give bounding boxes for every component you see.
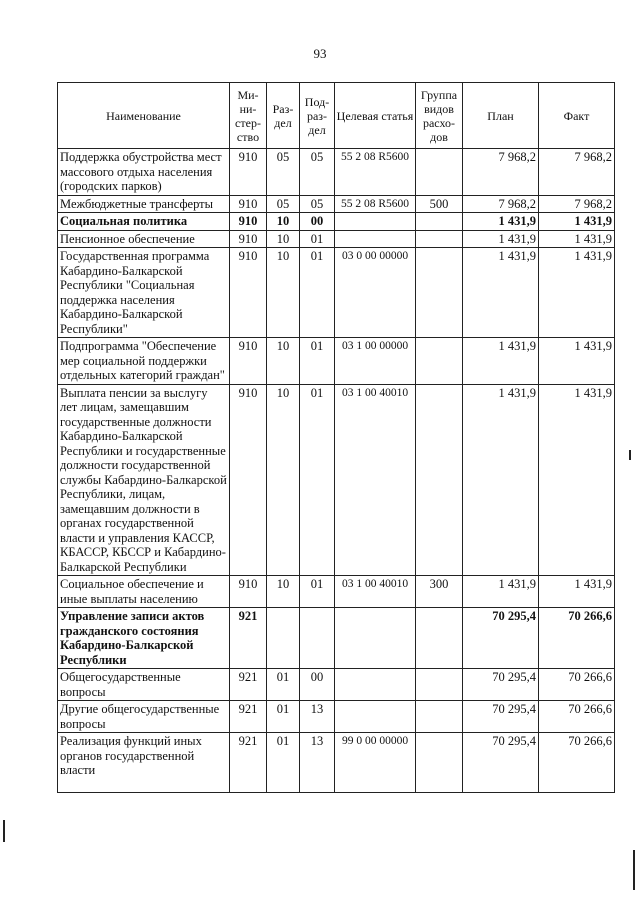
cell-name: Подпрограмма "Обеспечение мер социальной поддержки отдельных категорий граждан" <box>58 338 230 385</box>
cell-group <box>416 338 463 385</box>
cell-ministry: 921 <box>230 701 267 733</box>
cell-section: 10 <box>267 576 300 608</box>
cell-subsection: 13 <box>300 733 335 793</box>
cell-group <box>416 608 463 669</box>
scan-edge-mark-right-bottom <box>633 850 635 890</box>
cell-group <box>416 733 463 793</box>
cell-ministry: 910 <box>230 384 267 576</box>
cell-name: Общегосударственные вопросы <box>58 669 230 701</box>
cell-subsection: 01 <box>300 576 335 608</box>
table-row <box>58 733 615 793</box>
table-body <box>58 149 615 793</box>
header-ministry: Ми-ни-стер-ство <box>230 83 267 149</box>
table-row <box>58 338 615 385</box>
cell-group: 300 <box>416 576 463 608</box>
cell-section: 05 <box>267 149 300 196</box>
cell-section: 10 <box>267 230 300 248</box>
cell-group <box>416 384 463 576</box>
cell-section: 10 <box>267 338 300 385</box>
cell-subsection: 01 <box>300 248 335 338</box>
cell-plan: 70 295,4 <box>463 733 539 793</box>
cell-fact: 70 266,6 <box>539 608 615 669</box>
cell-subsection: 00 <box>300 669 335 701</box>
cell-group <box>416 149 463 196</box>
cell-group <box>416 701 463 733</box>
cell-subsection: 01 <box>300 384 335 576</box>
cell-plan: 7 968,2 <box>463 195 539 213</box>
cell-ministry: 910 <box>230 248 267 338</box>
cell-section: 10 <box>267 248 300 338</box>
table-row <box>58 195 615 213</box>
cell-ministry: 921 <box>230 608 267 669</box>
cell-name: Социальное обеспечение и иные выплаты населению <box>58 576 230 608</box>
cell-subsection <box>300 608 335 669</box>
cell-fact: 70 266,6 <box>539 701 615 733</box>
cell-section: 05 <box>267 195 300 213</box>
cell-name: Поддержка обустройства мест массового отдыха населения (городских парков) <box>58 149 230 196</box>
cell-fact: 1 431,9 <box>539 213 615 231</box>
cell-fact: 70 266,6 <box>539 733 615 793</box>
cell-target <box>335 608 416 669</box>
cell-name: Выплата пенсии за выслугу лет лицам, замещавшим государственные должности Кабардино-Балкарской Республики и государственные должности государственной службы Кабардино-Балкарской Республики, лицам, замещавшим должности в органах государственной власти и управления КАССР, КБАССР, КБССР и Кабардино-Балкарской Республики <box>58 384 230 576</box>
cell-subsection: 13 <box>300 701 335 733</box>
cell-group: 500 <box>416 195 463 213</box>
cell-section <box>267 608 300 669</box>
scan-edge-mark-left <box>3 820 5 842</box>
cell-group <box>416 213 463 231</box>
cell-target: 03 0 00 00000 <box>335 248 416 338</box>
cell-fact: 1 431,9 <box>539 384 615 576</box>
table-row <box>58 669 615 701</box>
cell-section: 01 <box>267 733 300 793</box>
cell-plan: 1 431,9 <box>463 576 539 608</box>
cell-group <box>416 230 463 248</box>
table-header-row <box>58 83 615 149</box>
cell-target <box>335 701 416 733</box>
cell-section: 01 <box>267 669 300 701</box>
header-section: Раз-дел <box>267 83 300 149</box>
cell-plan: 1 431,9 <box>463 230 539 248</box>
cell-target: 03 1 00 40010 <box>335 576 416 608</box>
cell-fact: 7 968,2 <box>539 149 615 196</box>
page-number: 93 <box>313 46 327 61</box>
cell-subsection: 00 <box>300 213 335 231</box>
cell-ministry: 910 <box>230 213 267 231</box>
cell-fact: 1 431,9 <box>539 248 615 338</box>
cell-ministry: 910 <box>230 338 267 385</box>
cell-target: 03 1 00 40010 <box>335 384 416 576</box>
cell-ministry: 921 <box>230 669 267 701</box>
table-row <box>58 576 615 608</box>
cell-target: 99 0 00 00000 <box>335 733 416 793</box>
cell-fact: 1 431,9 <box>539 338 615 385</box>
cell-ministry: 910 <box>230 195 267 213</box>
cell-subsection: 05 <box>300 195 335 213</box>
cell-ministry: 921 <box>230 733 267 793</box>
cell-subsection: 01 <box>300 338 335 385</box>
cell-plan: 1 431,9 <box>463 213 539 231</box>
cell-name: Государственная программа Кабардино-Балкарской Республики "Социальная поддержка населения Кабардино-Балкарской Республики" <box>58 248 230 338</box>
cell-group <box>416 248 463 338</box>
table-row <box>58 384 615 576</box>
cell-target: 55 2 08 R5600 <box>335 195 416 213</box>
cell-fact: 1 431,9 <box>539 230 615 248</box>
table-row <box>58 213 615 231</box>
cell-target: 55 2 08 R5600 <box>335 149 416 196</box>
header-target: Целевая статья <box>335 83 416 149</box>
budget-table <box>57 82 615 793</box>
header-fact: Факт <box>539 83 615 149</box>
cell-fact: 70 266,6 <box>539 669 615 701</box>
table-row <box>58 230 615 248</box>
cell-target: 03 1 00 00000 <box>335 338 416 385</box>
cell-name: Межбюджетные трансферты <box>58 195 230 213</box>
cell-plan: 70 295,4 <box>463 608 539 669</box>
cell-plan: 1 431,9 <box>463 248 539 338</box>
table-row <box>58 701 615 733</box>
cell-name: Другие общегосударственные вопросы <box>58 701 230 733</box>
header-group: Группа видов расхо-дов <box>416 83 463 149</box>
cell-section: 10 <box>267 213 300 231</box>
cell-plan: 1 431,9 <box>463 338 539 385</box>
cell-target <box>335 213 416 231</box>
cell-fact: 1 431,9 <box>539 576 615 608</box>
header-subsection: Под-раз-дел <box>300 83 335 149</box>
cell-name: Социальная политика <box>58 213 230 231</box>
cell-plan: 1 431,9 <box>463 384 539 576</box>
cell-target <box>335 230 416 248</box>
cell-plan: 70 295,4 <box>463 701 539 733</box>
cell-section: 10 <box>267 384 300 576</box>
cell-group <box>416 669 463 701</box>
cell-fact: 7 968,2 <box>539 195 615 213</box>
cell-subsection: 01 <box>300 230 335 248</box>
cell-name: Управление записи актов гражданского состояния Кабардино-Балкарской Республики <box>58 608 230 669</box>
cell-plan: 7 968,2 <box>463 149 539 196</box>
table-row <box>58 608 615 669</box>
cell-section: 01 <box>267 701 300 733</box>
scan-edge-mark-right <box>629 450 631 460</box>
cell-name: Пенсионное обеспечение <box>58 230 230 248</box>
cell-plan: 70 295,4 <box>463 669 539 701</box>
cell-target <box>335 669 416 701</box>
header-plan: План <box>463 83 539 149</box>
cell-subsection: 05 <box>300 149 335 196</box>
table-row <box>58 248 615 338</box>
table-row <box>58 149 615 196</box>
cell-ministry: 910 <box>230 230 267 248</box>
cell-name: Реализация функций иных органов государственной власти <box>58 733 230 793</box>
cell-ministry: 910 <box>230 576 267 608</box>
cell-ministry: 910 <box>230 149 267 196</box>
header-name: Наименование <box>58 83 230 149</box>
